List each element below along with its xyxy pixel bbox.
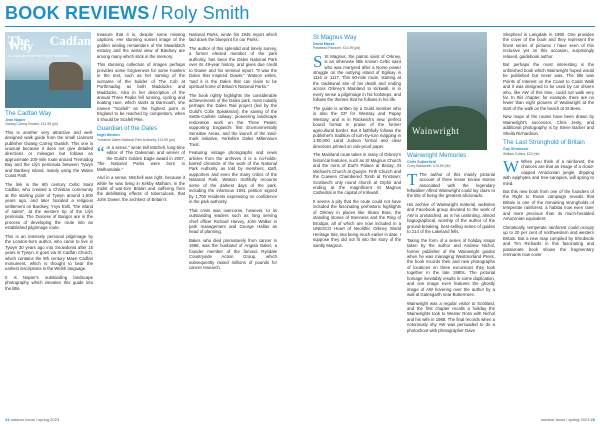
column-5 <box>407 32 495 336</box>
paragraph: S St Magnus, the patron saint of Orkney, is an otherwise little known Celtic saint who was martyred after a Norse power struggle on the outlying island of Egilsay in 1116 or 1117. This 60-mile route, starting at the traditional site of his death and ending across Orkney's Mainland to Kirkwall, is in every sense a pilgrimage in his footsteps, and follows the themes that he follows in his life. <box>313 51 401 103</box>
review-title: The Cadfan Way <box>5 110 52 117</box>
paragraph: But this new book from one of the founders of the Right to Roam campaign reveals that Britain is one of the remaining strongholds of temperate rainforest, a habitat now even rarer and more precious than its much-heralded Amazonian equivalent. <box>503 189 594 222</box>
page-number-right: 25 <box>590 417 595 422</box>
drop-cap: “ <box>97 142 105 162</box>
cover-title: The Cadfan Way <box>8 33 91 54</box>
paragraph: But perhaps the most interesting is the unfinished book which Wainwright hoped would be published but never was. The title was Points of Interest on the Coast to Coast Walk and it was designed to be used by car drivers who, like AW of this time, could not walk very far. In this chapter, for example, there are no fewer than eight pictures of Wainwright at the start of the walk on the beach at St Bees. <box>503 62 594 111</box>
column-2 <box>97 32 185 205</box>
review-title: The Last Stronghold of Britain <box>503 139 585 147</box>
paragraph: It seems a pity that the route could not have included the fascinating prehistoric highlights of Orkney in places like Skara Brae, the standing stones of Stenness and the Ring of Brodgar, all of which are now included in a UNESCO Heart of Neolithic Orkney World Heritage Site. But being much earlier in date, I suppose they did not fit into the story of the saintly Magnus. <box>313 198 401 248</box>
magazine-name-right: outdoor focus / spring 2023 <box>540 417 590 422</box>
paragraph: The author of this splendid and timely survey, a former elected member of the park authority, has been the Dales National Park over its 49-year history, and gives due credit to Dower and his seminal report. "It was the Dales that inspired Dower," Watson writes, "and it is the Dales that can claim to be spiritual home of Britain's National Parks." <box>189 45 277 90</box>
review-author: Guy Shrubsole <box>503 147 529 152</box>
paragraph: And in a sense, Mitchell was right, because it while he was living in Kirkby Malham, in the midst of war-torn Britain and suffering from the debilitating effects of tuberculosis, that John Dower, the architect of Britain's <box>97 175 185 202</box>
paragraph: Climatically, temperate rainforest could occupy up to 20 per cent of northwestern and western Britain. But a new map compiled by Shrubsole and Tim Richards in this fascinating and passionate book shows the fragmentary remnants now cover <box>503 224 594 258</box>
review-title: Wainwright Memories <box>407 152 467 159</box>
column-author: Roly Smith <box>160 3 250 23</box>
header-separator: / <box>152 3 158 23</box>
column-6 <box>503 32 594 260</box>
paragraph: treasure that it is, despite some missing captions. Her stunning sunset image of the golden sealing remainders of the Mawddach estuary and the aerial view of Bardsey are among many which stick in the memory. <box>97 32 185 59</box>
footer-right <box>541 417 595 422</box>
column-3 <box>189 32 277 274</box>
review-author: David Mazza <box>313 42 335 46</box>
cover-title: Wainwright <box>412 125 460 136</box>
review-publisher: Pasthead Pandorn, £14.99 (pb) <box>313 46 361 51</box>
paragraph: Baker, who died prematurely from cancer in 1998, was the husband of Angela Baker, a founder member of the famous Ryedale Countryside Action Group, which subsequently raised millions of pounds for cancer research. <box>189 237 277 271</box>
paragraph: This is an intensely personal pilgrimage by the London-born author, who came to live in Tywyn 30 years ago into Snowdonia after 15 years in Tywyn. It goes via St Cadfan Church, which contains the 9th century Maen Cadfan monument, which is thought to bear the earliest inscriptions in the Welsh language. <box>5 233 93 272</box>
review-publisher: Crory Baldworth, £14.99 (hb) <box>407 164 451 169</box>
paragraph: It is Napier's outstanding landscape photography which elevates this guide into the little <box>5 274 93 291</box>
page-number-left: 24 <box>5 417 10 422</box>
paragraph: National Parks, wrote his 1945 report which laid down the blueprint for our Parks. <box>189 32 277 43</box>
page-header <box>5 3 250 24</box>
paragraph: The Mainland route takes in many of Orkney's historical features, such as St Magnus Church and the ruins of Earl's Palace at Birsay; St Michael's Church at Quoyer, Firth Church and the Cuween Chambered Tomb at Finstown; Scotland's only round church at Orphir and ending at the magnificent St Magnus Cathedral in the capital of Kirkwall. <box>313 152 401 196</box>
column-4 <box>313 32 401 251</box>
drop-cap: S <box>313 51 323 71</box>
paragraph: The link is the 6th century Celtic Saint Cadfan, who created a Christian community at the starting point of Tywyn around 1,500 years ago, and later founded a religious settlement on Bardsey, Ynys Enlli, "the island of saints", at the western tip of the Llŷn peninsula. The Diocese of Bangor are in the process of developing the route into an established pilgrimage route. <box>5 181 93 231</box>
column-1 <box>5 32 93 294</box>
paragraph: “ In a sense," wrote Bill Mitchell, long-time editor of The Dalesman and winner of the Guild's Golden Eagle award in 2007, "the National Parks were born in Malhamdale." <box>97 142 185 172</box>
review-publisher: Gwasg Carreg Gwalch, £11.95 (pb) <box>5 122 59 127</box>
paragraph: T The author of this mainly pictorial account of three lesser known stories associated with the legendary fellwalker Alfred Wainwright could lay claim to the title of being the greatest aficionado. <box>407 169 495 199</box>
review-publisher: William Collins, £20 (hb) <box>503 151 540 156</box>
review-author: Chris Sutherfield <box>407 160 436 164</box>
paragraph: His archive of Wainwright material, websites and Facebook group devoted to the work of AW is unmatched, as is his unstinting, almost hagiographical, worship of the author of the ground-breaking, best-selling series of guides to 214 of the Lakeland fells. <box>407 201 495 235</box>
paragraph: This stunning collection of images perhaps provides some forgiveness for some howlers in the text, such as her naming of the surname of the builder of The Cob at Porthmadog as both Maddocks and Maddocks. Also in her description of the annual Three Peaks fell running, cycling and boating race, which starts at Barmouth, she names "Scafell" as the highest point in England to be reached by competitors, when it should be Scafell Pike. <box>97 62 185 122</box>
wainwright-book-cover <box>407 32 487 150</box>
paragraph: The book rightly highlights the considerable achievements of the Dales park, most notably perhaps the Dales Rail project (led by the Guild's Colin Speakman); the saving of the Settle-Carlisle railway; pioneering landscape restoration work on the Three Peaks; supporting England's first Environmentally Sensitive Areas, and the launch of the land-mark initiative, Yorkshire Dales Millennium Trust. <box>189 92 277 147</box>
section-title: BOOK REVIEWS <box>5 3 150 23</box>
review-author: Nigel Weston <box>97 133 120 138</box>
paragraph: Taking the form of a series of holiday snaps taken by the author and Andrew Nichol, former publisher of the Wainwright guides when he was managing Westmorland Press, the book records their and new photographs of locations on three excursions they took together in the late 1980s. The pictorial homage inevitably results in some duplication, and one image even features the ghostly image of AW hovering over the author by a wall at Gatesgarth near Buttermere. <box>407 237 495 298</box>
paragraph: The guide is written by a Guild member who is also the GP for Westray and Papay Westray, and is in Rackwick's new, perfect bound format in praise of the former agricultural border. But it faithfully follows the publisher's tradition of turn-by-turn mapping in 1:50,000 Land Judson formal and clear directions printed on rain-proof paper. <box>313 105 401 149</box>
review-author: Jean Napier <box>5 118 26 122</box>
cover-subtitle: A Landscape Walk from Tywyn to Bardsey <box>8 54 70 58</box>
paragraph: Featuring vintage photographs and news articles from the archives it is a no-holds-barred chronicle of the work of the National Park Authority as told by members, staff, supporters and even the many critics of the National Park. Watson truthfully recounts some of the darkest days of the park, including the infamous 1991 petition signed by 1,700 residents expressing no confidence in the park authority. <box>189 150 277 205</box>
magazine-name-left: outdoor focus / spring 2023 <box>10 417 60 422</box>
paragraph: This is another very attractive and well-designed walk guide from the small Llanrwst publisher Gwasg Carreg Gwalch. This one is unusual because it does not give detailed directions or mileages but follows an approximate 100-mile route around Tremadog Bay and the Llŷn peninsula between Tywyn and Bardsey Island, mainly using the Wales Coast Path. <box>5 129 93 179</box>
review-title: Guardian of the Dales <box>97 125 158 133</box>
header-rule <box>5 26 595 27</box>
cadfan-book-cover <box>5 32 91 108</box>
paragraph: That crisis was overcome, however, to its outstanding leaders such as long serving chief officer Richard Harvey, John Walker in park management and George Hallas as head of planning. <box>189 207 277 235</box>
paragraph: Shepherd in Langdale in 1990. One provides the cover of the book and they represent the finest series of pictures I have seen of this reclusive yet on this occasion, surprisingly relaxed, guidebook author. <box>503 32 594 59</box>
review-title: St Magnus Way <box>313 34 357 41</box>
paragraph: W When you think of a rainforest, the chances are that an image of a cloud-capped Amazonian jungle, dripping with epiphytes and tree-canopies, will spring to mind. <box>503 156 594 186</box>
paragraph: Wainwright was a regular visitor to Scotland, and the first chapter recalls a holiday the Wainwrights took to Wester Ross with Nichol and his wife in 1988. The final records when a notoriously shy AW was persuaded to do a photoshoot with photographer Dave <box>407 300 495 333</box>
review-publisher: Yorkshire Dales National Park Authority, £14.99 (pb) <box>97 137 176 142</box>
paragraph: New maps of the routes have been drawn by Wainwright's successor, Chris Jesty, and additional photography is by Steve Barber and Sheila Richardson. <box>503 114 594 136</box>
drop-cap: W <box>503 156 520 176</box>
footer-left <box>5 417 59 422</box>
drop-cap: T <box>407 169 418 189</box>
